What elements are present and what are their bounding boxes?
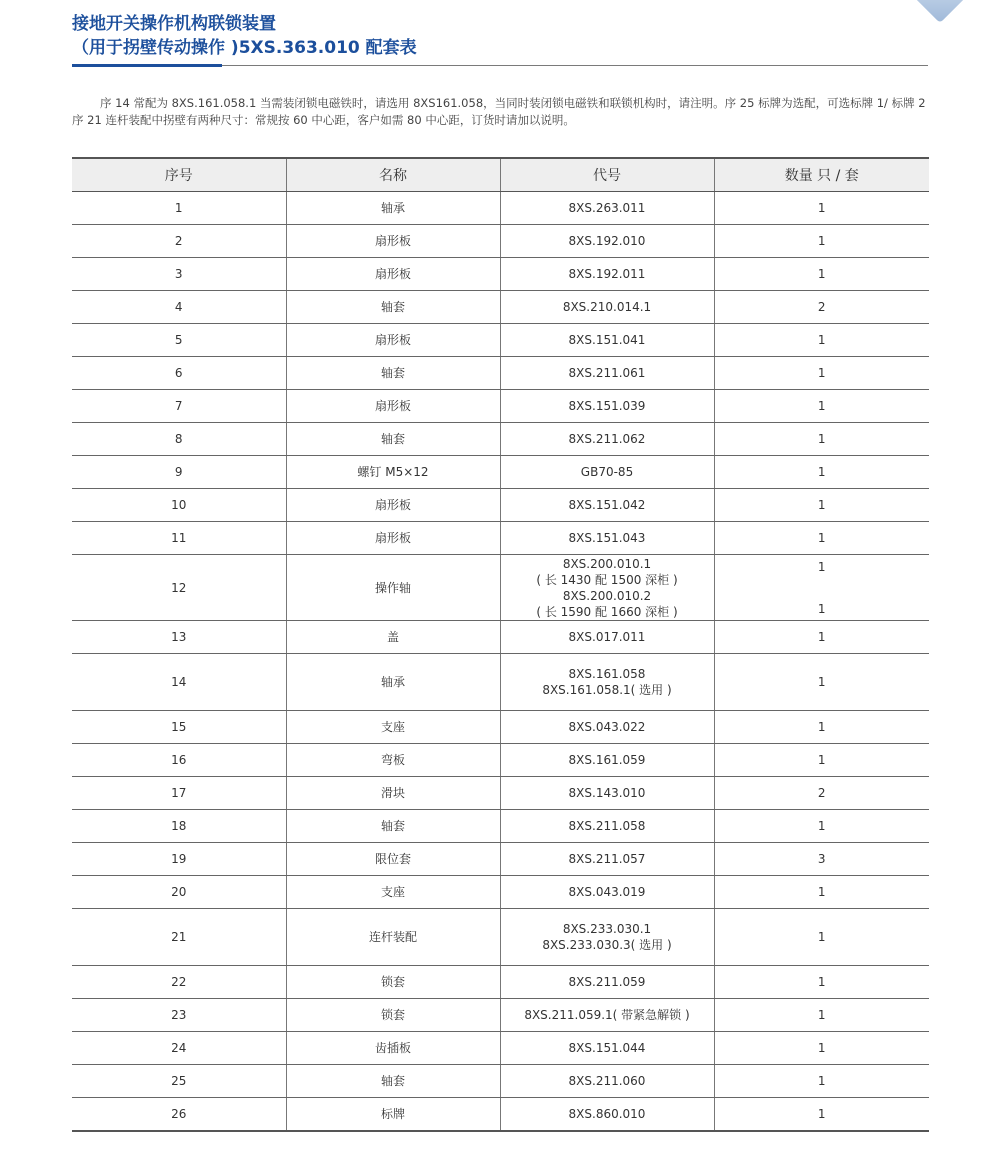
cell-code	[500, 999, 714, 1032]
table-row	[72, 291, 929, 324]
cell-qty: 1	[817, 1107, 826, 1121]
cell-qty: 2	[714, 777, 929, 810]
cell-qty: 1	[714, 456, 929, 489]
cell-name: 连杆装配	[286, 909, 500, 966]
cell-qty: 1	[714, 390, 929, 423]
cell-qty-line: 1	[817, 559, 826, 574]
cell-code-line: 8XS.192.010	[568, 234, 646, 248]
cell-code-line: 8XS.151.041	[568, 333, 646, 347]
cell-qty: 1	[714, 192, 929, 225]
table-body	[72, 192, 929, 1132]
cell-no: 7	[72, 390, 286, 423]
cell-code-line: 8XS.211.059	[568, 975, 646, 989]
table-row	[72, 876, 929, 909]
cell-qty: 1	[714, 357, 929, 390]
cell-no: 13	[72, 621, 286, 654]
cell-code	[500, 744, 714, 777]
cell-code-line: 8XS.860.010	[568, 1107, 646, 1121]
table-row	[72, 225, 929, 258]
cell-code-line: 8XS.211.058	[568, 819, 646, 833]
cell-no: 15	[72, 711, 286, 744]
table-row	[72, 390, 929, 423]
cell-no: 26	[72, 1098, 286, 1132]
table-row	[72, 192, 929, 225]
cell-code-line: 8XS.211.060	[568, 1074, 646, 1088]
cell-code	[500, 357, 714, 390]
cell-qty: 1	[714, 966, 929, 999]
cell-qty: 1	[714, 621, 929, 654]
cell-code-line: 8XS.043.022	[568, 720, 646, 734]
cell-no: 11	[72, 522, 286, 555]
cell-code-line: 8XS.161.058	[568, 667, 646, 681]
cell-no: 20	[72, 876, 286, 909]
cell-qty-split	[715, 559, 930, 617]
cell-no: 18	[72, 810, 286, 843]
cell-code	[500, 192, 714, 225]
cell-code-line: 8XS.043.019	[568, 885, 646, 899]
cell-code-line: 8XS.151.044	[568, 1041, 646, 1055]
table-row	[72, 258, 929, 291]
table-row	[72, 744, 929, 777]
cell-qty: 1	[714, 489, 929, 522]
cell-code	[500, 225, 714, 258]
table-row	[72, 324, 929, 357]
cell-no: 21	[72, 909, 286, 966]
cell-name: 盖	[286, 621, 500, 654]
cell-code-line: 8XS.211.059.1( 带紧急解锁 )	[524, 1008, 690, 1022]
cell-no: 22	[72, 966, 286, 999]
cell-no: 12	[72, 555, 286, 621]
cell-no: 5	[72, 324, 286, 357]
cell-code-line: 8XS.211.061	[568, 366, 646, 380]
cell-code-line: 8XS.017.011	[568, 630, 646, 644]
cell-name: 扇形板	[286, 225, 500, 258]
cell-code	[500, 1098, 714, 1132]
cell-name: 支座	[286, 876, 500, 909]
header-no: 序号	[72, 158, 286, 192]
table-row	[72, 909, 929, 966]
cell-name: 操作轴	[286, 555, 500, 621]
cell-code-line: 8XS.143.010	[568, 786, 646, 800]
table-row	[72, 1065, 929, 1098]
table-header-row	[72, 158, 929, 192]
header-name: 名称	[286, 158, 500, 192]
cell-code	[500, 621, 714, 654]
cell-qty: 1	[714, 1065, 929, 1098]
cell-code-line: 8XS.161.059	[568, 753, 646, 767]
cell-code-line: 8XS.151.043	[568, 531, 646, 545]
description-note: 序 14 常配为 8XS.161.058.1 当需装闭锁电磁铁时，请选用 8XS161.058，当同时装闭锁电磁铁和联锁机构时，请注明。序 25 标牌为选配，可选标牌 1/ 标牌 2 序 21 连杆装配中拐壁有两种尺寸：常规按 60 中心距，客户如需 80 中心距，订货时请加以说明。	[72, 96, 926, 127]
table-row	[72, 777, 929, 810]
table-row	[72, 555, 929, 621]
cell-name: 锁套	[286, 999, 500, 1032]
cell-code	[500, 390, 714, 423]
cell-code	[500, 423, 714, 456]
cell-no: 25	[72, 1065, 286, 1098]
cell-name: 螺钉 M5×12	[286, 456, 500, 489]
cell-name: 扇形板	[286, 258, 500, 291]
cell-qty-line: 1	[817, 601, 826, 616]
cell-no: 19	[72, 843, 286, 876]
cell-name: 扇形板	[286, 390, 500, 423]
header-qty: 数量 只 / 套	[714, 158, 929, 192]
cell-code-line: 8XS.211.062	[568, 432, 646, 446]
cell-no: 23	[72, 999, 286, 1032]
cell-no: 10	[72, 489, 286, 522]
table-row	[72, 711, 929, 744]
cell-no: 16	[72, 744, 286, 777]
cell-code	[500, 966, 714, 999]
cell-code	[500, 654, 714, 711]
cell-name: 弯板	[286, 744, 500, 777]
table-row	[72, 522, 929, 555]
table-row	[72, 357, 929, 390]
cell-name: 扇形板	[286, 489, 500, 522]
cell-code	[500, 456, 714, 489]
cell-name: 轴套	[286, 423, 500, 456]
cell-name: 限位套	[286, 843, 500, 876]
page-title-line-1: 接地开关操作机构联锁装置	[72, 14, 276, 34]
page-title	[72, 12, 928, 60]
cell-qty: 1	[714, 999, 929, 1032]
cell-name: 齿插板	[286, 1032, 500, 1065]
page-title-line-2: （用于拐壁传动操作 )5XS.363.010 配套表	[72, 38, 417, 58]
cell-name: 锁套	[286, 966, 500, 999]
cell-name: 扇形板	[286, 324, 500, 357]
cell-code-line: 8XS.200.010.2	[562, 588, 652, 603]
cell-code	[500, 522, 714, 555]
cell-code	[500, 876, 714, 909]
cell-qty: 1	[714, 258, 929, 291]
cell-no: 3	[72, 258, 286, 291]
cell-name: 标牌	[286, 1098, 500, 1132]
cell-code-line: 8XS.233.030.3( 选用 )	[542, 938, 672, 952]
cell-code-line: 8XS.192.011	[568, 267, 646, 281]
cell-qty: 1	[714, 909, 929, 966]
cell-code	[500, 777, 714, 810]
cell-qty: 1	[714, 810, 929, 843]
cell-no: 1	[72, 192, 286, 225]
table-row	[72, 1098, 929, 1132]
cell-name: 支座	[286, 711, 500, 744]
cell-code-line: ( 长 1590 配 1660 深柜 )	[536, 604, 678, 619]
cell-code-line: 8XS.233.030.1	[562, 922, 652, 936]
table-row	[72, 489, 929, 522]
cell-code	[500, 711, 714, 744]
cell-code-line: 8XS.200.010.1	[562, 556, 652, 571]
cell-code-line: ( 长 1430 配 1500 深柜 )	[536, 572, 678, 587]
table-row	[72, 1032, 929, 1065]
cell-qty: 2	[714, 291, 929, 324]
table-row	[72, 423, 929, 456]
cell-qty: 1	[714, 876, 929, 909]
cell-code	[500, 555, 714, 621]
cell-no: 6	[72, 357, 286, 390]
cell-qty: 1	[714, 1032, 929, 1065]
cell-name: 扇形板	[286, 522, 500, 555]
cell-no: 8	[72, 423, 286, 456]
cell-name: 滑块	[286, 777, 500, 810]
cell-qty: 1	[714, 711, 929, 744]
cell-code	[500, 843, 714, 876]
cell-code-line: 8XS.210.014.1	[562, 300, 652, 314]
table-row	[72, 966, 929, 999]
cell-name: 轴承	[286, 192, 500, 225]
cell-code	[500, 1065, 714, 1098]
cell-name: 轴套	[286, 1065, 500, 1098]
cell-code	[500, 909, 714, 966]
cell-code	[500, 810, 714, 843]
header-code: 代号	[500, 158, 714, 192]
cell-code	[500, 489, 714, 522]
table-row	[72, 456, 929, 489]
cell-code	[500, 1032, 714, 1065]
cell-code	[500, 258, 714, 291]
table-row	[72, 843, 929, 876]
cell-code-line: 8XS.151.042	[568, 498, 646, 512]
cell-no: 17	[72, 777, 286, 810]
table-row	[72, 810, 929, 843]
cell-no: 14	[72, 654, 286, 711]
cell-no: 9	[72, 456, 286, 489]
table-row	[72, 621, 929, 654]
table-row	[72, 999, 929, 1032]
title-divider-accent	[72, 64, 222, 67]
cell-no: 24	[72, 1032, 286, 1065]
cell-qty: 1	[714, 225, 929, 258]
table-row	[72, 654, 929, 711]
cell-qty: 1	[714, 522, 929, 555]
cell-code	[500, 324, 714, 357]
cell-qty: 1	[714, 654, 929, 711]
cell-name: 轴套	[286, 810, 500, 843]
cell-name: 轴套	[286, 357, 500, 390]
cell-name: 轴承	[286, 654, 500, 711]
cell-no: 4	[72, 291, 286, 324]
cell-qty: 1	[714, 423, 929, 456]
cell-code-line: 8XS.263.011	[568, 201, 646, 215]
cell-qty: 1	[714, 744, 929, 777]
cell-code-line: GB70-85	[580, 465, 634, 479]
cell-code-line: 8XS.161.058.1( 选用 )	[542, 683, 672, 697]
cell-code	[500, 291, 714, 324]
cell-qty	[714, 555, 929, 621]
cell-qty: 3	[714, 843, 929, 876]
cell-code-line: 8XS.211.057	[568, 852, 646, 866]
cell-name: 轴套	[286, 291, 500, 324]
cell-code-line: 8XS.151.039	[568, 399, 646, 413]
cell-no: 2	[72, 225, 286, 258]
parts-table	[72, 157, 929, 1132]
cell-qty: 1	[714, 324, 929, 357]
